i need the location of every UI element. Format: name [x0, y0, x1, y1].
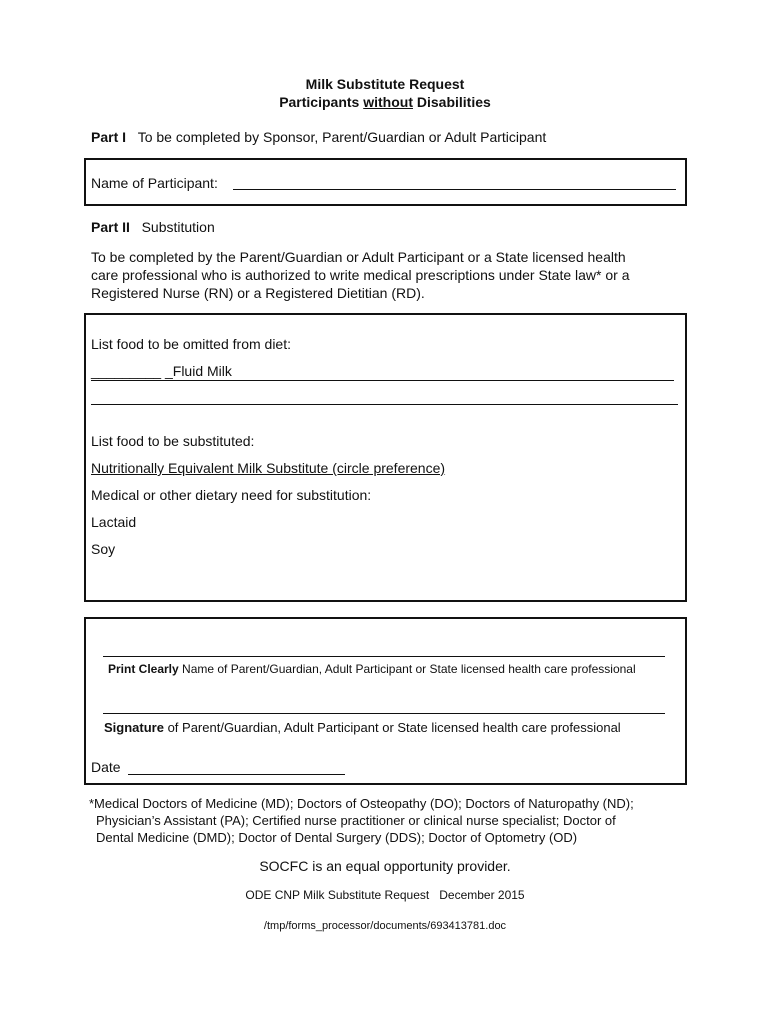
medical-need-label: Medical or other dietary need for substitution:: [91, 487, 372, 503]
substitution-box: [84, 313, 687, 602]
subtitle-underlined: without: [363, 94, 413, 110]
part2-heading: [91, 219, 215, 235]
part1-heading: [91, 129, 546, 145]
signature-rest: of Parent/Guardian, Adult Participant or State licensed health care professional: [163, 720, 621, 735]
participant-name-line[interactable]: [233, 189, 676, 190]
signature-bold: Signature: [104, 720, 164, 735]
equal-opportunity-statement: SOCFC is an equal opportunity provider.: [259, 858, 511, 874]
print-name-caption: [108, 662, 636, 676]
option-soy[interactable]: Soy: [91, 541, 116, 557]
part2-intro-line2: care professional who is authorized to write medical prescriptions under State law* or a: [91, 267, 630, 283]
print-clearly-bold: Print Clearly: [108, 662, 179, 676]
form-title: Milk Substitute Request: [305, 76, 465, 92]
omit-extra-line[interactable]: [91, 404, 678, 405]
subtitle-post: Disabilities: [412, 94, 491, 110]
substitute-value: Nutritionally Equivalent Milk Substitute (circle preference): [91, 460, 446, 476]
omit-label: List food to be omitted from diet:: [91, 336, 291, 352]
footnote-line2: Physician’s Assistant (PA); Certified nurse practitioner or clinical nurse specialist; Doctor of: [96, 813, 616, 828]
date-line[interactable]: [128, 774, 345, 775]
part2-label: Part II: [91, 219, 130, 235]
participant-name-label: Name of Participant:: [91, 175, 218, 191]
omit-value: Fluid Milk: [172, 363, 232, 379]
form-subtitle: [0, 94, 770, 110]
print-clearly-rest: Name of Parent/Guardian, Adult Participant or State licensed health care professional: [178, 662, 636, 676]
part2-title: Substitution: [141, 219, 215, 235]
date-label: Date: [91, 759, 121, 775]
signature-box: [84, 617, 687, 785]
footnote-line3: Dental Medicine (DMD); Doctor of Dental Surgery (DDS); Doctor of Optometry (OD): [96, 830, 578, 845]
print-name-line[interactable]: [103, 656, 665, 657]
option-lactaid[interactable]: Lactaid: [91, 514, 137, 530]
signature-line[interactable]: [103, 713, 665, 714]
participant-name-box: [84, 158, 687, 206]
part2-intro-line3: Registered Nurse (RN) or a Registered Dietitian (RD).: [91, 285, 425, 301]
form-identifier: ODE CNP Milk Substitute Request December 2015: [245, 888, 525, 902]
signature-caption: [104, 720, 621, 735]
footnote-line1: *Medical Doctors of Medicine (MD); Doctors of Osteopathy (DO); Doctors of Naturopathy (ND);: [89, 796, 634, 811]
part1-text: To be completed by Sponsor, Parent/Guardian or Adult Participant: [137, 129, 547, 145]
part2-intro-line1: To be completed by the Parent/Guardian or Adult Participant or a State licensed health: [91, 249, 626, 265]
part1-label: Part I: [91, 129, 127, 145]
substitute-label: List food to be substituted:: [91, 433, 255, 449]
omit-line[interactable]: [91, 363, 674, 381]
file-path: /tmp/forms_processor/documents/693413781.doc: [263, 920, 507, 932]
omit-blank-prefix: _________ _: [91, 363, 173, 379]
subtitle-pre: Participants: [279, 94, 364, 110]
